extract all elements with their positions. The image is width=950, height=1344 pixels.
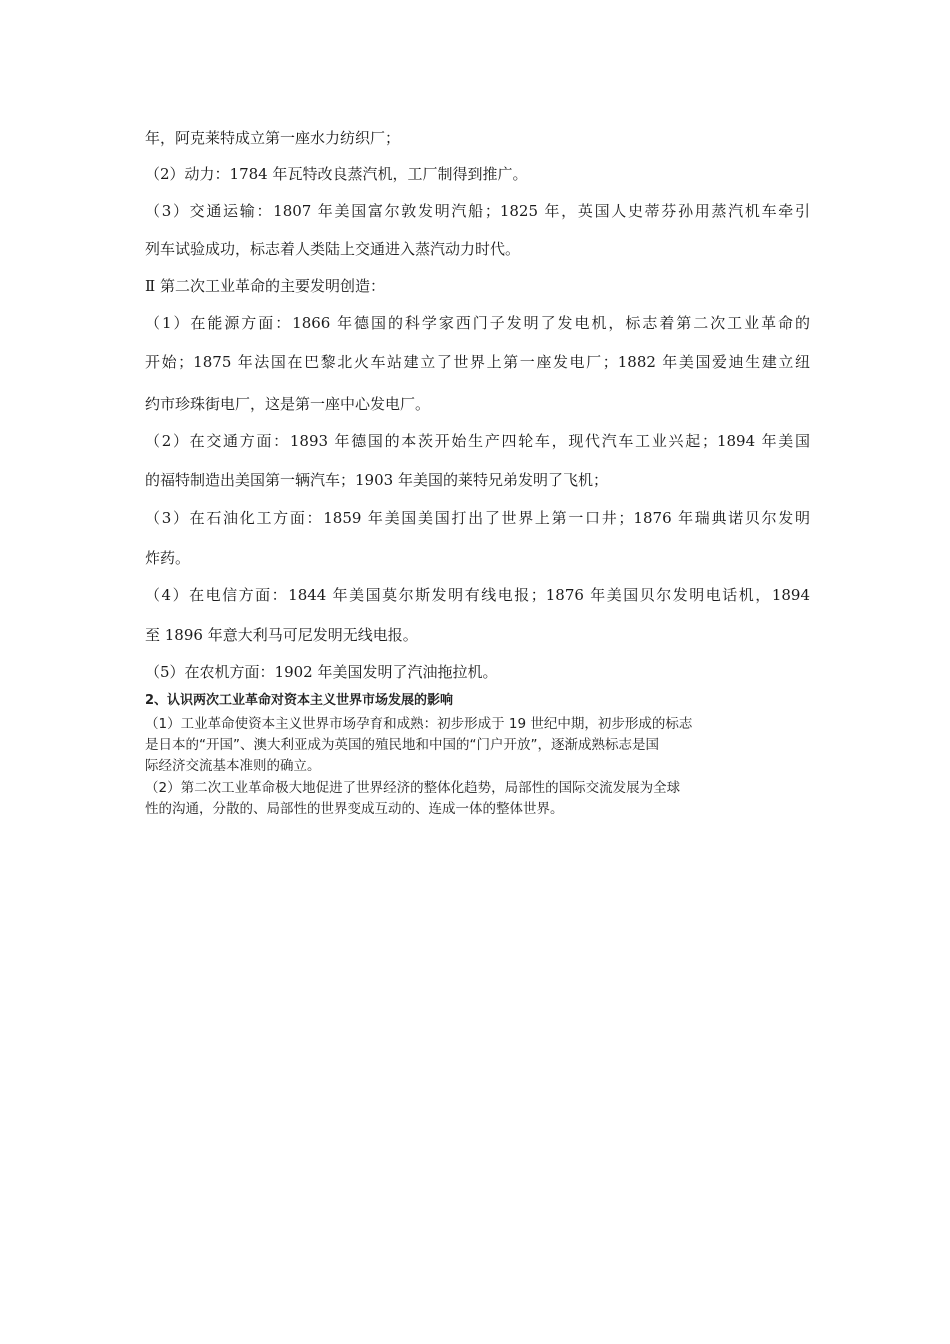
- text-line-6: （1）在能源方面：1866 年德国的科学家西门子发明了发电机，标志着第二次工业革命的: [145, 314, 810, 332]
- text-line-8: 约市珍珠街电厂，这是第一座中心发电厂。: [145, 395, 431, 413]
- text-line-11: （3）在石油化工方面：1859 年美国美国打出了世界上第一口井；1876 年瑞典诺贝尔发明: [145, 509, 810, 527]
- text-line-9: （2）在交通方面：1893 年德国的本茨开始生产四轮车，现代汽车工业兴起；1894 年美国: [145, 432, 810, 450]
- text-line-7: 开始；1875 年法国在巴黎北火车站建立了世界上第一座发电厂；1882 年美国爱迪生建立纽: [145, 353, 810, 371]
- inset-line-1: （1）工业革命使资本主义世界市场孕育和成熟：初步形成于 19 世纪中期，初步形成的标志: [145, 716, 693, 732]
- text-line-3: （3）交通运输：1807 年美国富尔敦发明汽船；1825 年，英国人史蒂芬孙用蒸汽机车牵引: [145, 202, 810, 220]
- inset-line-2: 是日本的“开国”、澳大利亚成为英国的殖民地和中国的“门户开放”，逐渐成熟标志是国: [145, 737, 659, 753]
- inset-line-5: 性的沟通，分散的、局部性的世界变成互动的、连成一体的整体世界。: [145, 801, 564, 817]
- inset-heading: 2、认识两次工业革命对资本主义世界市场发展的影响: [145, 693, 454, 708]
- text-line-13: （4）在电信方面：1844 年美国莫尔斯发明有线电报；1876 年美国贝尔发明电话机，1894: [145, 586, 810, 604]
- text-line-14: 至 1896 年意大利马可尼发明无线电报。: [145, 626, 418, 644]
- text-line-1: 年，阿克莱特成立第一座水力纺织厂；: [145, 129, 401, 147]
- embedded-text-image: [145, 690, 760, 830]
- text-line-10: 的福特制造出美国第一辆汽车；1903 年美国的莱特兄弟发明了飞机；: [145, 471, 608, 489]
- inset-line-3: 际经济交流基本准则的确立。: [145, 758, 321, 774]
- section-heading-second-revolution: Ⅱ 第二次工业革命的主要发明创造：: [145, 277, 385, 295]
- text-line-2: （2）动力：1784 年瓦特改良蒸汽机，工厂制得到推广。: [145, 165, 528, 183]
- text-line-4: 列车试验成功，标志着人类陆上交通进入蒸汽动力时代。: [145, 240, 521, 258]
- text-line-12: 炸药。: [145, 549, 191, 567]
- text-line-15: （5）在农机方面：1902 年美国发明了汽油拖拉机。: [145, 663, 498, 681]
- inset-line-4: （2）第二次工业革命极大地促进了世界经济的整体化趋势，局部性的国际交流发展为全球: [145, 780, 681, 796]
